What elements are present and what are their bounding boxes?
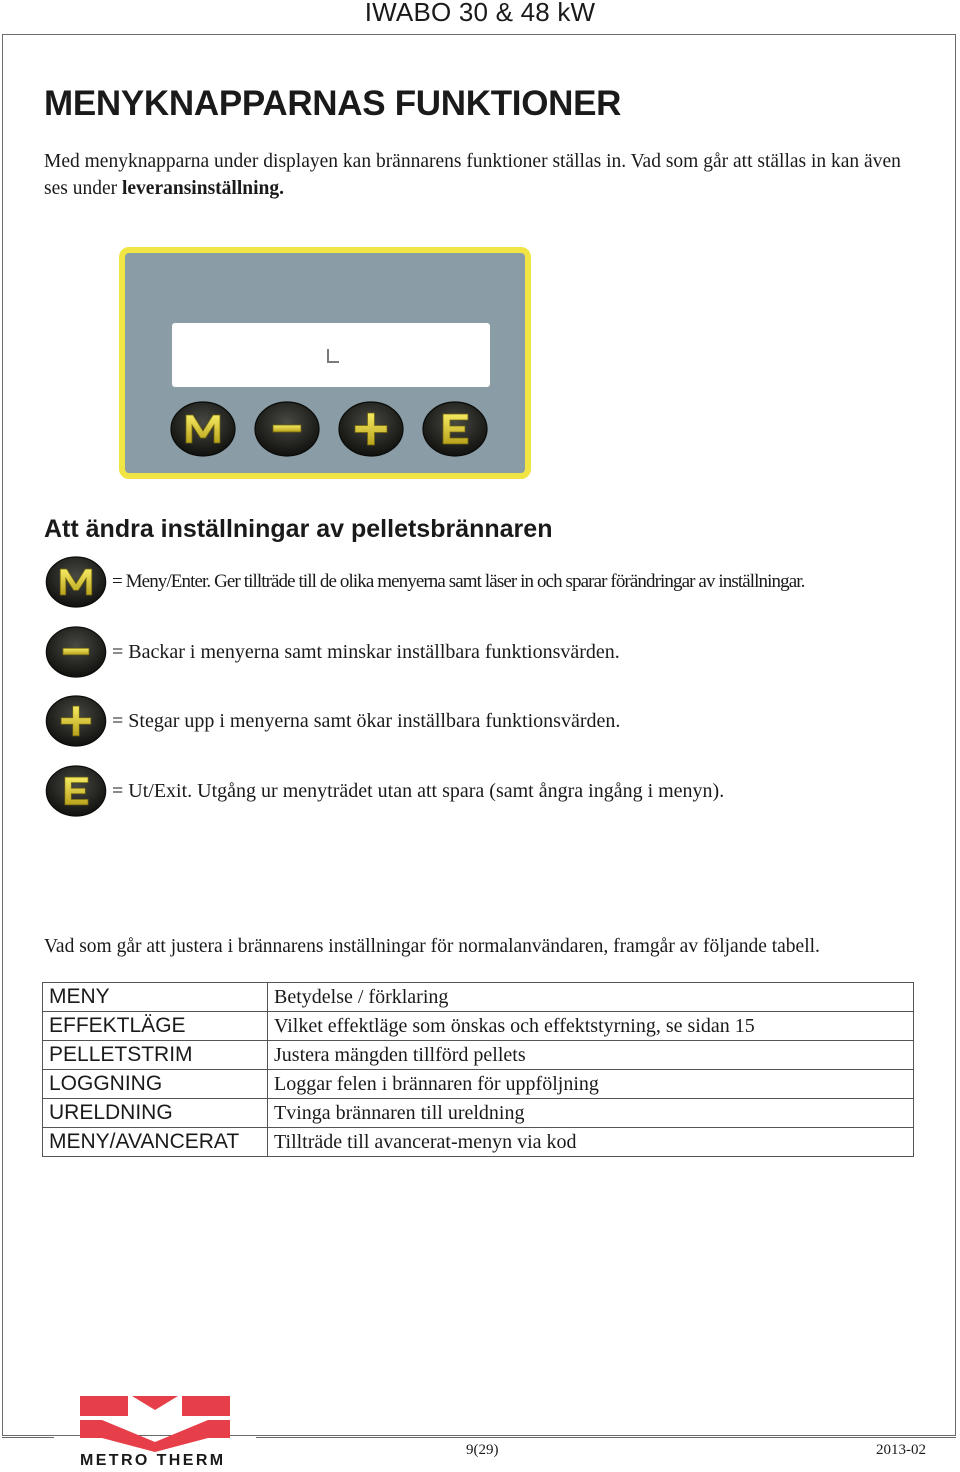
lcd-display <box>172 323 490 387</box>
m-button-icon[interactable] <box>170 401 236 457</box>
control-panel-illustration <box>119 247 531 479</box>
lcd-cursor-icon <box>327 349 339 363</box>
table-row <box>43 983 914 1012</box>
legend-text: = Meny/Enter. Ger tillträde till de olika menyerna samt läser in och sparar förändringar av inställningar. <box>112 571 805 592</box>
legend-text: = Backar i menyerna samt minskar inställbara funktionsvärden. <box>112 641 620 663</box>
table-row <box>43 1070 914 1099</box>
footer-rule-left <box>2 1437 54 1438</box>
page-frame <box>2 34 956 1436</box>
table-cell-menu: PELLETSTRIM <box>43 1041 268 1070</box>
e-button-icon <box>43 765 109 817</box>
menu-table <box>42 982 914 1157</box>
intro-bold-link: leveransinställning. <box>121 178 284 199</box>
footer-rule-right <box>256 1437 956 1438</box>
table-cell-desc: Tillträde till avancerat-menyn via kod <box>268 1128 914 1157</box>
section-subtitle: Att ändra inställningar av pelletsbrännaren <box>44 515 553 543</box>
table-cell-menu: MENY/AVANCERAT <box>43 1128 268 1157</box>
table-intro: Vad som går att justera i brännarens inställningar för normalanvändaren, framgår av följande tabell. <box>44 936 820 957</box>
table-cell-desc: Loggar felen i brännaren för uppföljning <box>268 1070 914 1099</box>
legend-text: = Stegar upp i menyerna samt ökar inställbara funktionsvärden. <box>112 710 621 732</box>
table-row <box>43 1012 914 1041</box>
table-cell-desc: Vilket effektläge som önskas och effektstyrning, se sidan 15 <box>268 1012 914 1041</box>
table-row <box>43 1128 914 1157</box>
table-cell-desc: Tvinga brännaren till ureldning <box>268 1099 914 1128</box>
table-row <box>43 1099 914 1128</box>
page-title: MENYKNAPPARNAS FUNKTIONER <box>44 84 622 123</box>
table-cell-desc: Justera mängden tillförd pellets <box>268 1041 914 1070</box>
table-row <box>43 1041 914 1070</box>
document-date: 2013-02 <box>876 1442 926 1458</box>
logo-text: METRO THERM <box>80 1452 226 1469</box>
e-button-icon[interactable] <box>422 401 488 457</box>
table-header-menu: MENY <box>43 983 268 1012</box>
intro-text: Med menyknapparna under displayen kan brännarens funktioner ställas in. Vad som går att ställas in kan även ses under <box>44 151 901 199</box>
document-header: IWABO 30 & 48 kW <box>364 0 596 27</box>
page-number: 9(29) <box>466 1442 499 1458</box>
plus-button-icon <box>43 695 109 747</box>
table-cell-menu: LOGGNING <box>43 1070 268 1099</box>
m-button-icon <box>43 556 109 608</box>
legend-text: = Ut/Exit. Utgång ur menyträdet utan att spara (samt ångra ingång i menyn). <box>112 780 725 802</box>
metro-therm-logo-icon <box>80 1396 230 1452</box>
table-header-desc: Betydelse / förklaring <box>268 983 914 1012</box>
table-cell-menu: EFFEKTLÄGE <box>43 1012 268 1041</box>
plus-button-icon[interactable] <box>338 401 404 457</box>
table-cell-menu: URELDNING <box>43 1099 268 1128</box>
minus-button-icon <box>43 626 109 678</box>
intro-paragraph <box>44 148 924 202</box>
minus-button-icon[interactable] <box>254 401 320 457</box>
